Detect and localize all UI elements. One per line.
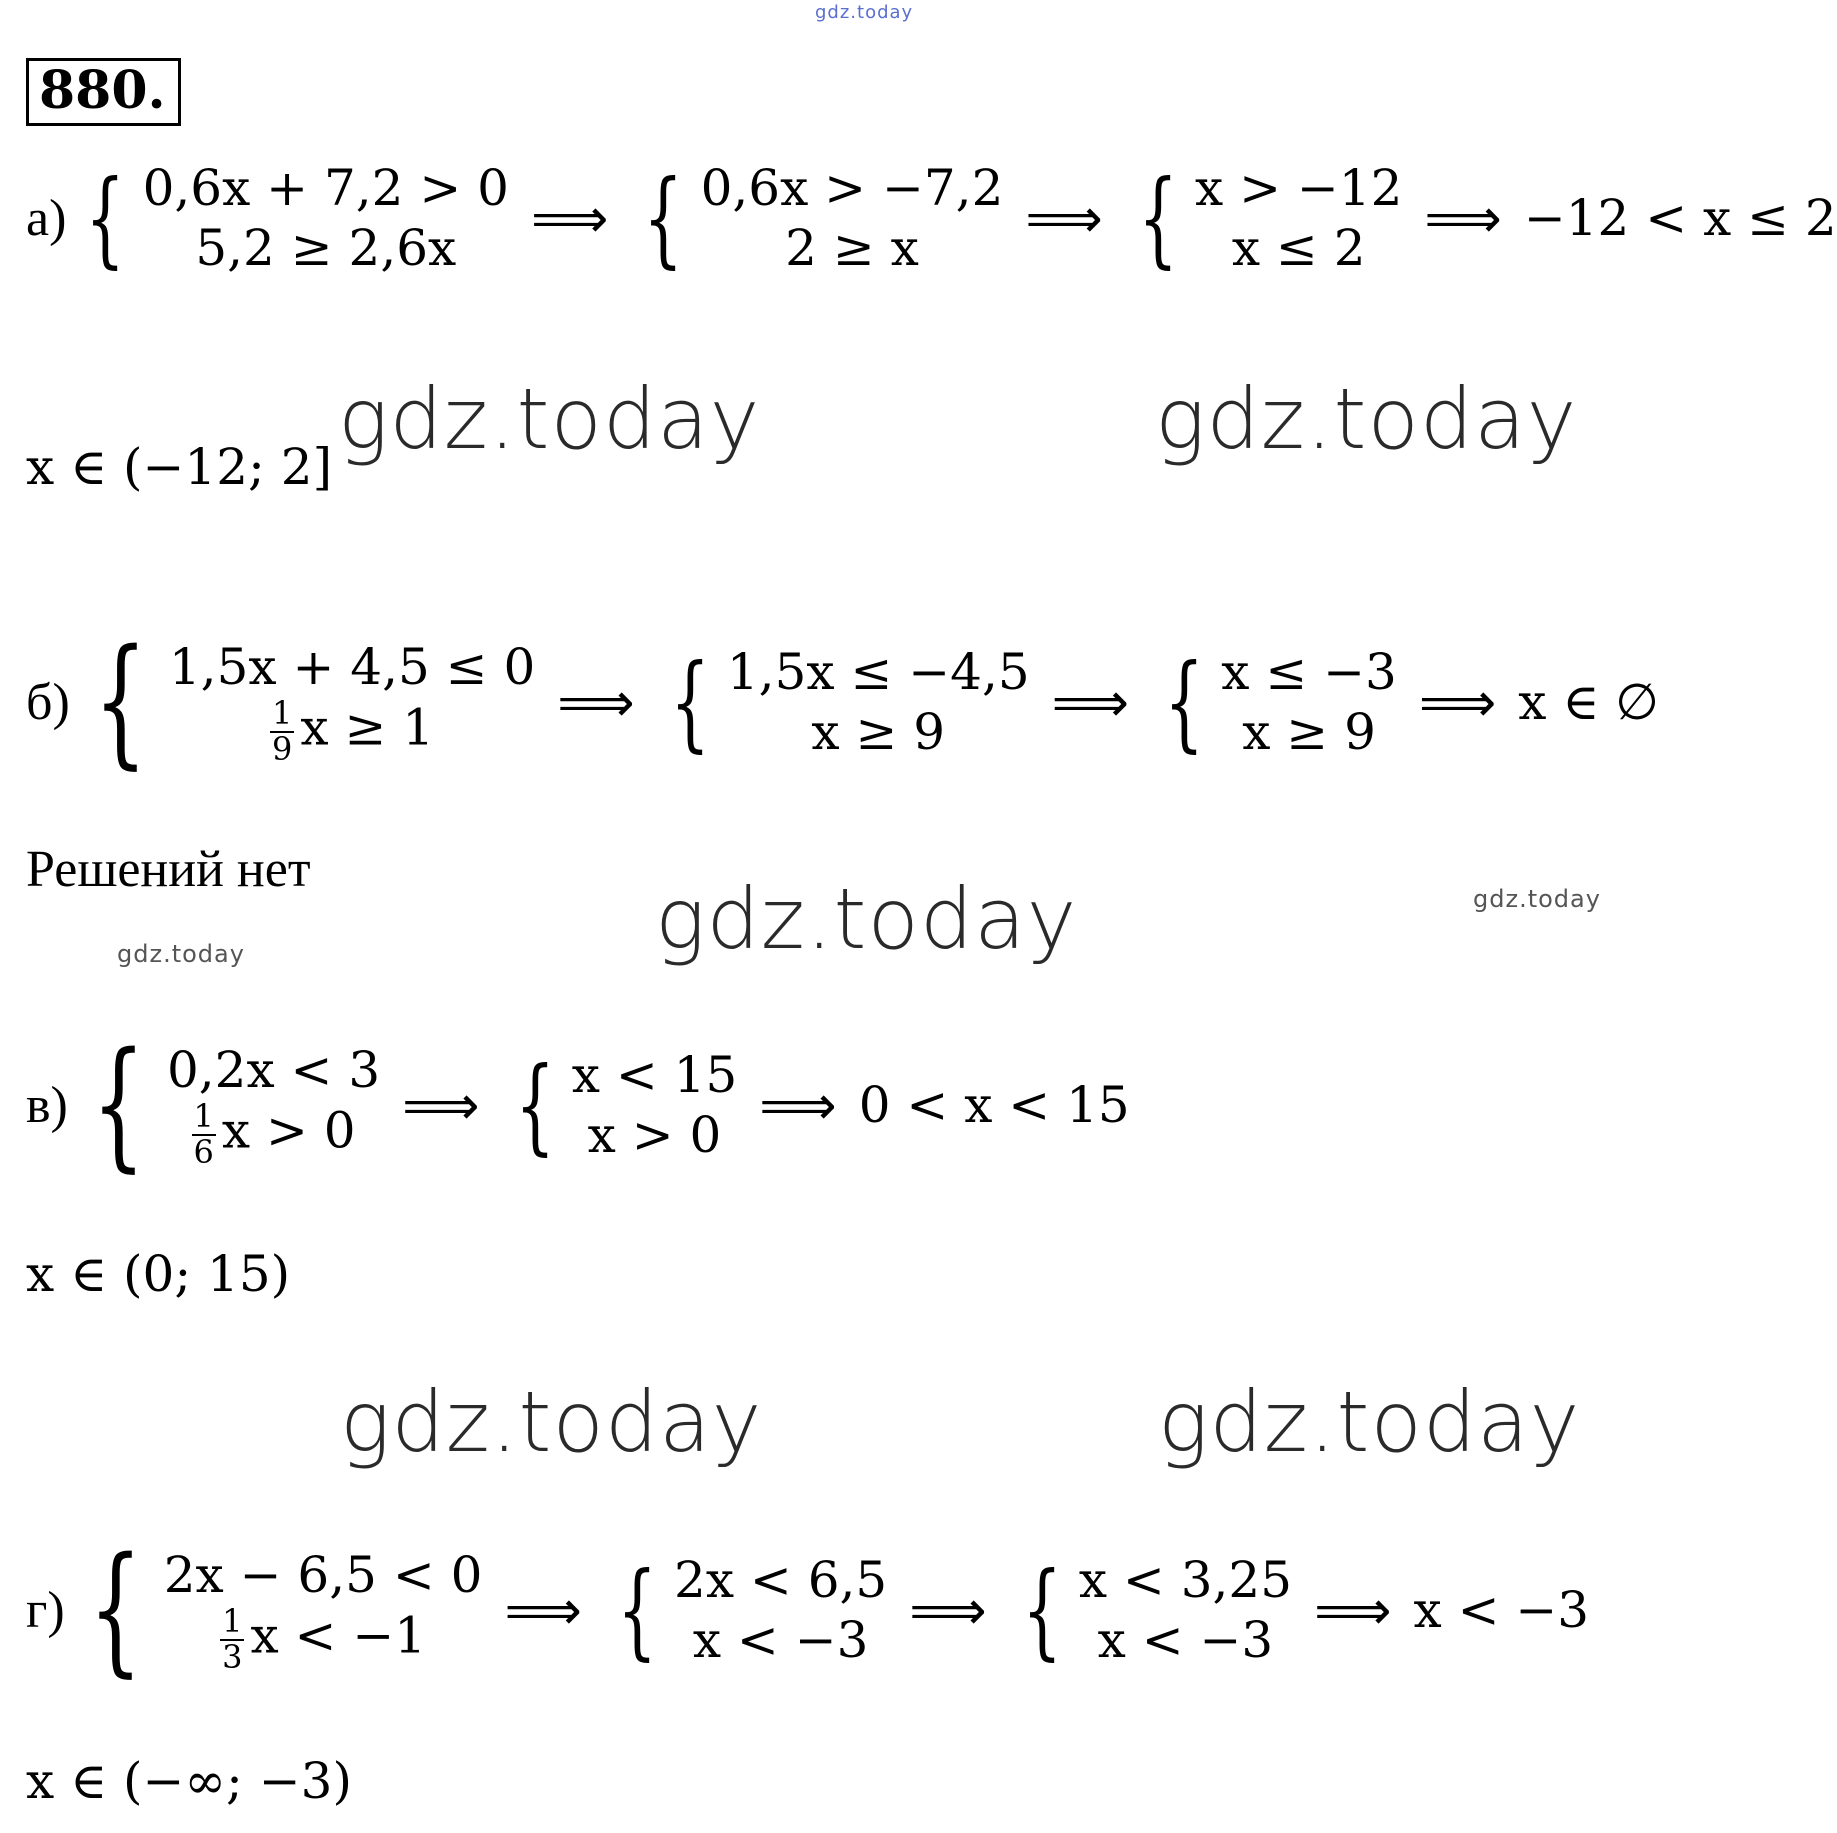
brace-icon: { [91, 1023, 146, 1186]
part-a-row [26, 158, 1837, 278]
brace-icon: { [88, 1528, 142, 1691]
brace-icon: { [514, 1044, 555, 1166]
system-line: x > −12 [1194, 159, 1403, 217]
part-b-row [26, 620, 1659, 783]
system-line: $\frac{1}{9}$ x ≥ 1 [272, 694, 435, 768]
system-a-3 [1125, 158, 1403, 278]
system-line: $\frac{1}{6}$ x > 0 [193, 1097, 356, 1171]
brace-icon: { [617, 1549, 657, 1671]
part-v-answer: x ∈ (0; 15) [26, 1245, 291, 1303]
system-line: x < 3,25 [1078, 1551, 1293, 1609]
system-line: x ≥ 9 [811, 703, 946, 761]
system-g-3 [1009, 1550, 1292, 1670]
implies-arrow-icon: ⟹ [1424, 186, 1502, 250]
part-a-label: а) [26, 189, 67, 247]
system-line: 2 ≥ x [785, 219, 919, 277]
system-line: 1,5x + 4,5 ≤ 0 [168, 638, 536, 697]
implies-arrow-icon: ⟹ [1051, 670, 1130, 734]
implies-arrow-icon: ⟹ [530, 186, 609, 250]
part-v-label: в) [26, 1076, 68, 1134]
part-g-row [26, 1528, 1590, 1691]
system-line: 0,2x < 3 [166, 1041, 381, 1100]
watermark-small: gdz.today [1473, 885, 1601, 913]
problem-number: 880. [26, 58, 181, 126]
system-line: 2x < 6,5 [674, 1551, 888, 1609]
system-line: 0,6x > −7,2 [700, 159, 1004, 217]
watermark-large: gdz.today [340, 1373, 763, 1471]
system-b-3 [1151, 642, 1397, 762]
brace-icon: { [85, 157, 126, 279]
system-line: 5,2 ≥ 2,6x [195, 219, 457, 277]
part-a-result: −12 < x ≤ 2 [1523, 189, 1837, 247]
brace-icon: { [643, 157, 684, 279]
system-b-2 [657, 642, 1030, 762]
brace-icon: { [93, 620, 148, 783]
implies-arrow-icon: ⟹ [1418, 670, 1497, 734]
implies-arrow-icon: ⟹ [402, 1073, 480, 1137]
watermark-small: gdz.today [117, 940, 245, 968]
system-line: x ≥ 9 [1242, 703, 1376, 761]
part-b-label: б) [26, 673, 70, 731]
fraction: $\frac{1}{3}$ [222, 1602, 243, 1676]
part-v-result: 0 < x < 15 [858, 1076, 1130, 1134]
implies-arrow-icon: ⟹ [1025, 186, 1103, 250]
part-a-answer: x ∈ (−12; 2] [26, 438, 333, 496]
implies-arrow-icon: ⟹ [759, 1073, 837, 1137]
brace-icon: { [1138, 157, 1178, 279]
part-b-result: x ∈ ∅ [1518, 673, 1659, 731]
implies-arrow-icon: ⟹ [504, 1578, 582, 1642]
part-v-row [26, 1023, 1130, 1186]
part-g-answer: x ∈ (−∞; −3) [26, 1752, 353, 1810]
fraction: $\frac{1}{9}$ [272, 694, 293, 768]
part-g-label: г) [26, 1581, 65, 1639]
system-g-2 [604, 1550, 887, 1670]
fraction: $\frac{1}{6}$ [193, 1097, 214, 1171]
system-line: 1,5x ≤ −4,5 [726, 643, 1030, 701]
system-line: x < −3 [1097, 1611, 1274, 1669]
system-g-1 [71, 1528, 483, 1691]
brace-icon: { [1164, 641, 1205, 763]
implies-arrow-icon: ⟹ [557, 670, 635, 734]
system-line: x ≤ −3 [1221, 643, 1397, 701]
watermark-large: gdz.today [1155, 370, 1578, 468]
system-v-2 [502, 1045, 738, 1165]
system-b-1 [76, 620, 536, 783]
system-line: x > 0 [587, 1106, 722, 1164]
system-line: 0,6x + 7,2 > 0 [142, 159, 509, 217]
brace-icon: { [669, 641, 710, 763]
brace-icon: { [1021, 1549, 1062, 1671]
system-line: x < 15 [571, 1046, 738, 1104]
system-a-1 [72, 158, 509, 278]
watermark-top: gdz.today [815, 2, 914, 23]
system-line: x < −3 [692, 1611, 869, 1669]
implies-arrow-icon: ⟹ [1314, 1578, 1392, 1642]
system-a-2 [630, 158, 1003, 278]
system-line: x ≤ 2 [1231, 219, 1366, 277]
system-v-1 [74, 1023, 381, 1186]
system-line: $\frac{1}{3}$ x < −1 [222, 1602, 427, 1676]
watermark-large: gdz.today [1158, 1373, 1581, 1471]
part-b-answer: Решений нет [26, 841, 311, 898]
part-g-result: x < −3 [1413, 1581, 1590, 1639]
system-line: 2x − 6,5 < 0 [163, 1546, 483, 1605]
watermark-large: gdz.today [338, 370, 761, 468]
implies-arrow-icon: ⟹ [909, 1578, 987, 1642]
watermark-large: gdz.today [655, 870, 1078, 968]
